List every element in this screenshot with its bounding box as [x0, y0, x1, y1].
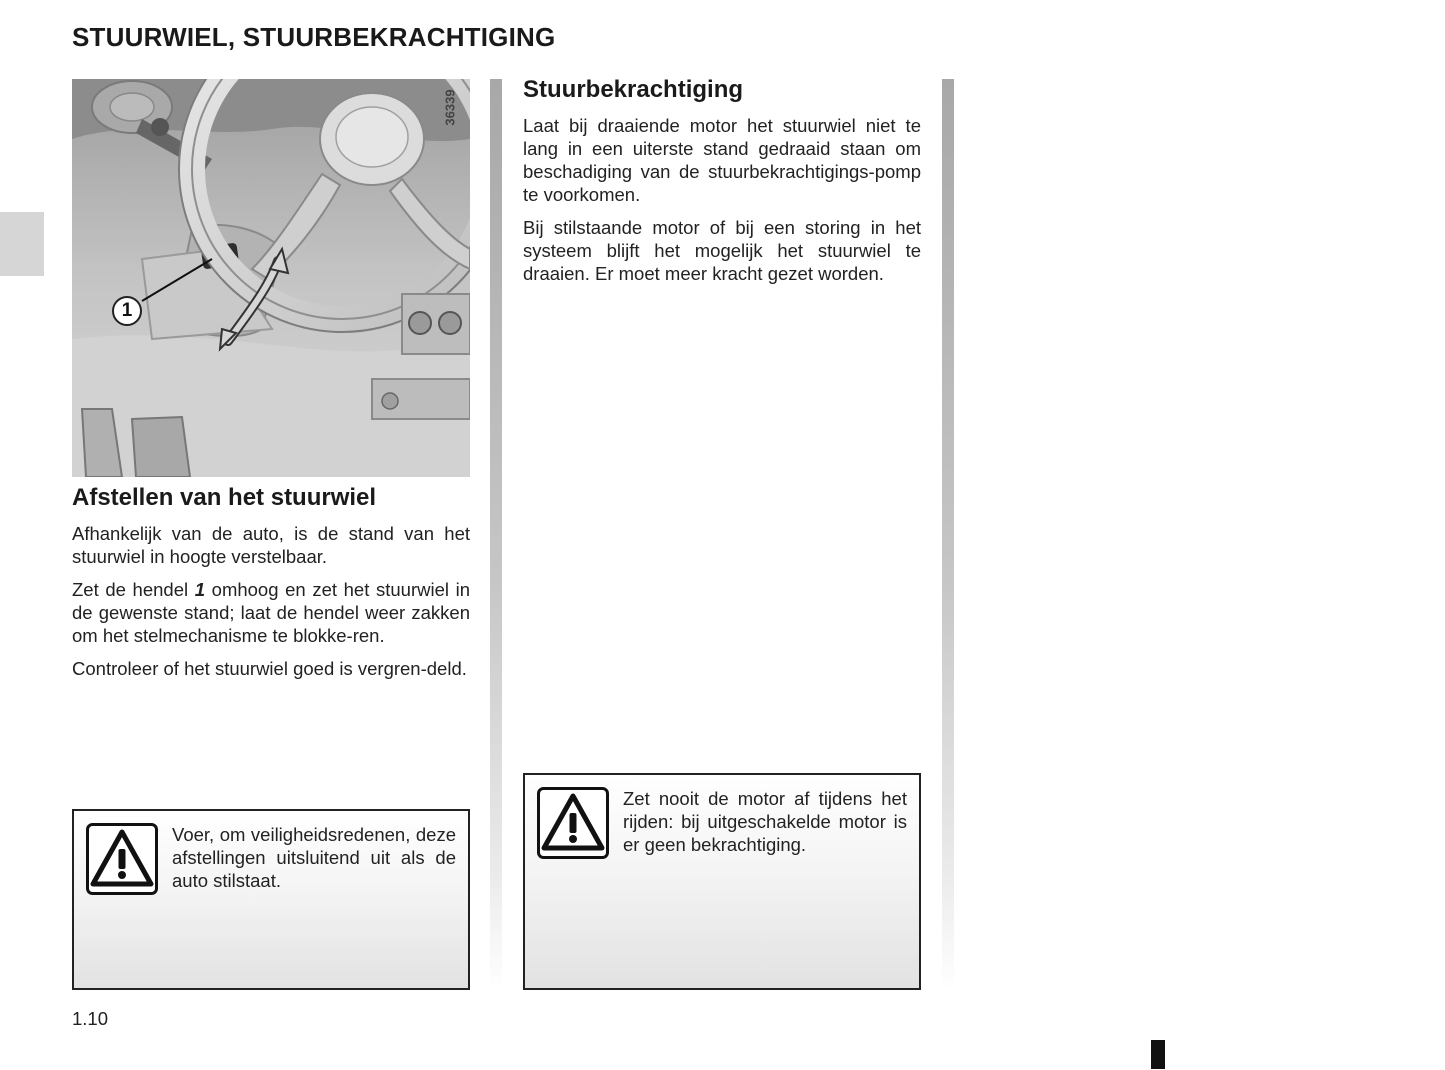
warning-triangle-icon	[86, 823, 158, 895]
steering-wheel-illustration	[72, 79, 470, 477]
column-divider-left	[490, 79, 502, 990]
page-number: 1.10	[72, 1008, 109, 1029]
left-paragraph-2: Zet de hendel 1 omhoog en zet het stuurwiel in de gewenste stand; laat de hendel weer zakken om het stelmechanisme te blokke-ren.	[72, 579, 470, 646]
right-warning-text: Zet nooit de motor af tijdens het rijden: bij uitgeschakelde motor is er geen bekrachtiging.	[623, 788, 907, 855]
right-paragraph-1: Laat bij draaiende motor het stuurwiel niet te lang in een uiterste stand gedraaid staan om beschadiging van de stuurbekrachtigings-pomp te voorkomen.	[523, 115, 921, 205]
heading-adjust-steering-wheel: Afstellen van het stuurwiel	[72, 484, 377, 511]
figure-number: 36339	[442, 89, 458, 126]
warning-triangle-icon	[537, 787, 609, 859]
section-end-marker	[1151, 1040, 1165, 1069]
left-warning-box	[72, 809, 470, 990]
left-paragraph-3: Controleer of het stuurwiel goed is vergren-deld.	[72, 658, 467, 679]
chapter-tab	[0, 212, 44, 276]
lever-reference: 1	[194, 579, 206, 600]
left-warning-text: Voer, om veiligheidsredenen, deze afstellingen uitsluitend uit als de auto stilstaat.	[172, 824, 456, 891]
right-text-block	[523, 114, 921, 295]
page-title: STUURWIEL, STUURBEKRACHTIGING	[72, 22, 556, 52]
right-paragraph-2: Bij stilstaande motor of bij een storing in het systeem blijft het mogelijk het stuurwiel te draaien. Er moet meer kracht gezet worden.	[523, 217, 921, 284]
right-warning-box	[523, 773, 921, 990]
callout-1-label: 1	[112, 296, 142, 326]
heading-power-steering: Stuurbekrachtiging	[523, 76, 744, 103]
left-paragraph-1: Afhankelijk van de auto, is de stand van het stuurwiel in hoogte verstelbaar.	[72, 523, 470, 567]
left-text-block	[72, 522, 470, 690]
column-divider-right	[942, 79, 954, 990]
